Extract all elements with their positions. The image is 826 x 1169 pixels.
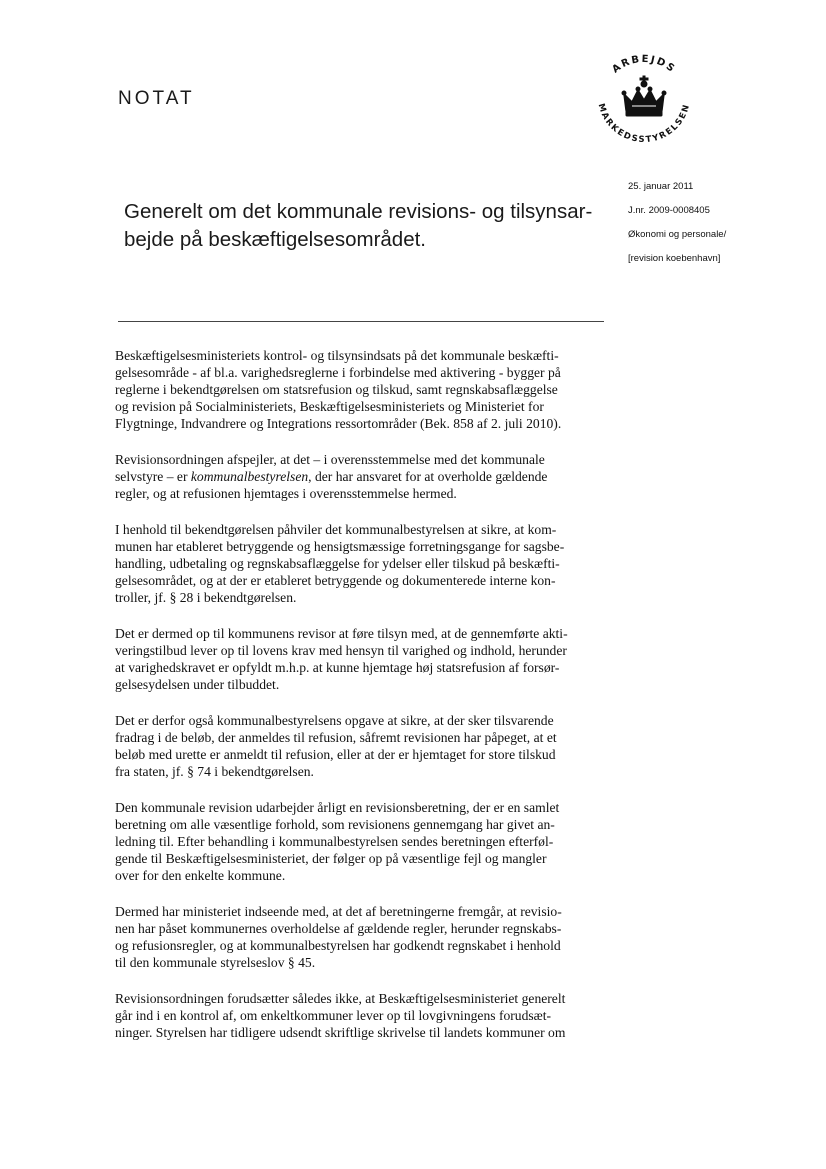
text-line: gende til Beskæftigelsesministeriet, der følger op på væsentlige fejl og mangler xyxy=(115,851,547,866)
paragraph xyxy=(115,712,605,780)
text-line: gelsesområdet, og at der er etableret betryggende og dokumenterede interne kon- xyxy=(115,573,556,588)
text-line: Dermed har ministeriet indseende med, at det af beretningerne fremgår, at revisio- xyxy=(115,904,562,919)
paragraph xyxy=(115,799,605,884)
text-line: Det er derfor også kommunalbestyrelsens opgave at sikre, at der sker tilsvarende xyxy=(115,713,554,728)
seal-text-top: ARBEJDS xyxy=(610,53,678,76)
text-line: Beskæftigelsesministeriets kontrol- og tilsynsindsats på det kommunale beskæfti- xyxy=(115,348,559,363)
text-line: gelsesområde - af bl.a. varighedsreglerne i forbindelse med aktivering - bygger på xyxy=(115,365,561,380)
document-title xyxy=(124,198,614,254)
seal-text-bottom: MARKEDSSTYRELSEN xyxy=(595,102,693,146)
text-line: ninger. Styrelsen har tidligere udsendt skriftlige skrivelse til landets kommuner om xyxy=(115,1025,566,1040)
text-line: ledning til. Efter behandling i kommunalbestyrelsen sendes beretningen efterføl- xyxy=(115,834,554,849)
text-line: at varighedskravet er opfyldt m.h.p. at kunne hjemtage høj statsrefusion af forsør- xyxy=(115,660,560,675)
paragraph xyxy=(115,625,605,693)
text-line: og refusionsregler, og at kommunalbestyrelsen har godkendt regnskabet i henhold xyxy=(115,938,561,953)
text-line: Flygtninge, Indvandrere og Integrations ressortområder (Bek. 858 af 2. juli 2010). xyxy=(115,416,562,431)
document-metadata xyxy=(628,175,726,271)
text-line: Det er dermed op til kommunens revisor at føre tilsyn med, at de gennemførte akti- xyxy=(115,626,568,641)
text-line: I henhold til bekendtgørelsen påhviler det kommunalbestyrelsen at sikre, at kom- xyxy=(115,522,557,537)
text-segment: , der har ansvaret for at overholde gældende xyxy=(308,469,548,484)
text-line: Revisionsordningen forudsætter således ikke, at Beskæftigelsesministeriet generelt xyxy=(115,991,566,1006)
text-line: fra staten, jf. § 74 i bekendtgørelsen. xyxy=(115,764,314,779)
text-line: gelsesydelsen under tilbuddet. xyxy=(115,677,280,692)
text-line xyxy=(115,468,605,485)
department: Økonomi og personale/ xyxy=(628,229,727,240)
text-line: Revisionsordningen afspejler, at det – i overensstemmelse med det kommunale xyxy=(115,452,545,467)
paragraph xyxy=(115,903,605,971)
emphasis-text: kommunalbestyrelsen xyxy=(190,469,309,484)
text-line: munen har etableret betryggende og hensigtsmæssige forretningsgange for sagsbe- xyxy=(115,539,565,554)
document-date: 25. januar 2011 xyxy=(628,181,694,192)
document-type: NOTAT xyxy=(118,88,195,109)
paragraph xyxy=(115,521,605,606)
divider xyxy=(118,321,604,322)
text-line: til den kommunale styrelseslov § 45. xyxy=(115,955,316,970)
unit: [revision koebenhavn] xyxy=(628,253,721,264)
paragraph xyxy=(115,990,605,1041)
text-line: beløb med urette er anmeldt til refusion, eller at der er hjemtaget for store tilskud xyxy=(115,747,556,762)
title-line: bejde på beskæftigelsesområdet. xyxy=(124,228,426,251)
paragraph xyxy=(115,451,605,502)
paragraph xyxy=(115,347,605,432)
text-line: fradrag i de beløb, der anmeldes til refusion, såfremt revisionen har påpeget, at et xyxy=(115,730,557,745)
text-line: veringstilbud lever op til lovens krav med hensyn til varighed og indhold, herunder xyxy=(115,643,567,658)
text-line: nen har påset kommunernes overholdelse af gældende regler, herunder regnskabs- xyxy=(115,921,562,936)
text-line: Den kommunale revision udarbejder årligt en revisionsberetning, der er en samlet xyxy=(115,800,560,815)
agency-seal xyxy=(588,48,700,160)
text-line: beretning om alle væsentlige forhold, som revisionens gennemgang har givet an- xyxy=(115,817,555,832)
text-segment: selvstyre – er xyxy=(115,469,191,484)
crown-icon xyxy=(622,76,666,116)
text-line: handling, udbetaling og regnskabsaflæggelse for ydelser eller tilskud på beskæfti- xyxy=(115,556,560,571)
journal-number: J.nr. 2009-0008405 xyxy=(628,205,710,216)
svg-text:ARBEJDS xyxy=(610,54,677,76)
text-line: og revision på Socialministeriets, Beskæftigelsesministeriets og Ministeriet for xyxy=(115,399,544,414)
text-line: regler, og at refusionen hjemtages i overensstemmelse hermed. xyxy=(115,486,457,501)
text-line: går ind i en kontrol af, om enkeltkommuner lever op til lovgivningens forudsæt- xyxy=(115,1008,552,1023)
document-body xyxy=(115,347,605,1041)
text-line: reglerne i bekendtgørelsen om statsrefusion og tilskud, samt regnskabsaflæggelse xyxy=(115,382,558,397)
text-line: troller, jf. § 28 i bekendtgørelsen. xyxy=(115,590,297,605)
title-line: Generelt om det kommunale revisions- og tilsynsar- xyxy=(124,200,593,223)
text-line: over for den enkelte kommune. xyxy=(115,868,286,883)
